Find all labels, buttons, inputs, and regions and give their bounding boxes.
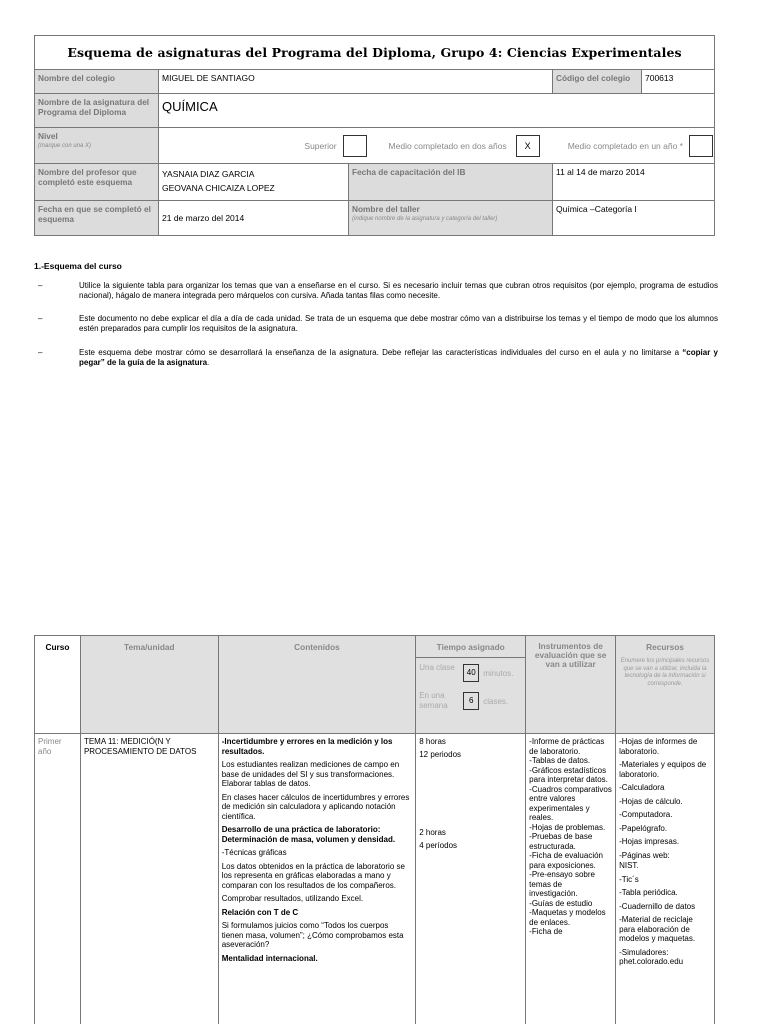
recurso-item: -Simuladores: phet.colorado.edu [619,947,684,966]
recurso-item: -Material de reciclaje para elaboración de modelos y maquetas. [619,915,696,943]
contenido-paragraph: Mentalidad internacional. [221,953,318,963]
bullet-text: Este documento no debe explicar el día a día de cada unidad. Se trata de un esquema que debe mostrar cómo van a distribuirse los temas y el tiempo de modo que los alumnos estén preparados para cumplir los requisitos de la asignatura. [79,314,718,333]
row-tiempo [416,734,526,1024]
level-medio-dos-label: Medio completado en dos años [388,140,507,151]
tiempo-semana-row [419,690,522,712]
recurso-item: NIST. [619,861,639,870]
bullet-dash: – [38,281,43,290]
school-value: MIGUEL DE SANTIAGO [159,70,553,94]
recurso-item: -Hojas de informes de laboratorio. [619,737,698,756]
tiempo-clase-row [419,662,522,684]
instruction-bullet-3 [38,348,718,368]
minutos-input[interactable]: 40 [463,664,479,682]
clases-label: clases. [483,696,509,706]
bullet-dash: – [38,348,43,357]
recurso-item: -Papelógrafo. [619,823,668,833]
recurso-item: -Hojas impresas. [619,837,680,846]
level-superior-checkbox[interactable] [343,135,367,157]
row-curso: Primer año [35,734,81,1024]
contenido-paragraph: Desarrollo de una práctica de laboratorio: Determinación de masa, volumen y densidad. [221,825,396,844]
bullet3-emphasis: “copiar y pegar” de la guía de la asignatura [79,348,718,367]
bullet-text [79,348,718,368]
tiempo-title: Tiempo asignado [416,636,525,658]
contenido-paragraph: -Incertidumbre y errores en la medición y los resultados. [221,737,393,756]
subject-label: Nombre de la asignatura del Programa del Diploma [35,94,159,128]
teacher-1: YASNAIA DIAZ GARCIA [162,169,255,179]
recurso-item: -Cuadernillo de datos [619,901,696,911]
recurso-item: -Tic´s [619,874,639,884]
workshop-hint: (indique nombre de la asignatura y categoría del taller) [352,216,498,222]
teacher-label: Nombre del profesor que completó este esquema [35,164,159,201]
contenido-paragraph: Los datos obtenidos en la práctica de laboratorio se los representa en gráficas elaboradas a mano y comparan con los resultados de los compañeros. [221,861,405,890]
workshop-value: Química –Categoría I [553,201,715,236]
contenido-paragraph: Comprobar resultados, utilizando Excel. [221,894,364,903]
tiempo-2b: 4 períodos [419,841,458,850]
recurso-item: -Computadora. [619,810,673,819]
level-label: Nivel [38,131,58,141]
contenido-paragraph: Relación con T de C [221,907,299,917]
col-header-recursos-cell [616,636,715,734]
table-row [35,734,715,1024]
col-header-tema: Tema/unidad [80,636,218,734]
level-options [159,128,715,164]
course-table [34,635,715,1024]
minutos-label: minutos. [483,668,514,678]
level-medio-uno-label: Medio completado en un año * [567,140,683,151]
recurso-item: -Páginas web: [619,850,670,860]
col-header-recursos: Recursos [646,642,684,652]
workshop-label-cell [349,201,553,236]
bullet3-part-c: . [207,358,210,367]
instruction-bullet-1 [38,281,718,301]
bullet-text: Utilice la siguiente tabla para organizar los temas que van a enseñarse en el curso. Si es necesario incluir temas que cubran otros requisitos (por ejemplo, programa de estudios nacional), hágalo de manera integrada pero márquelos con cursiva. Añada tantas filas como necesite. [79,281,718,300]
col-header-contenidos: Contenidos [218,636,416,734]
row-tema: TEMA 11: MEDICIÓ(N Y PROCESAMIENTO DE DATOS [80,734,218,1024]
training-value: 11 al 14 de marzo 2014 [553,164,715,201]
bullet-dash: – [38,314,43,323]
level-superior-label: Superior [304,140,337,151]
recurso-item: -Calculadora [619,783,665,792]
code-label: Código del colegio [553,70,642,94]
header-table [34,35,715,236]
col-header-instrumentos: Instrumentos de evaluación que se van a utilizar [526,636,616,734]
tiempo-semana-label: En una semana [419,691,448,710]
training-label: Fecha de capacitación del IB [349,164,553,201]
date-label: Fecha en que se completó el esquema [35,201,159,236]
code-value: 700613 [642,70,715,94]
tiempo-una-clase-label: Una clase [419,663,455,672]
date-value: 21 de marzo del 2014 [159,201,349,236]
section-title: 1.-Esquema del curso [34,261,122,271]
level-hint: (marque con una X) [38,143,92,149]
contenido-paragraph: Si formulamos juicios como “Todos los cuerpos tienen masa, volumen”; ¿Cómo comprobamos esta aseveración? [221,921,404,949]
teacher-2: GEOVANA CHICAIZA LOPEZ [162,183,275,193]
school-label: Nombre del colegio [35,70,159,94]
contenido-paragraph: Los estudiantes realizan mediciones de campo en base de unidades del SI y sus transformaciones. Elaborar tablas de datos. [221,760,400,788]
workshop-label: Nombre del taller [352,204,420,214]
row-recursos [616,734,715,1024]
teacher-values [159,164,349,201]
tiempo-2a: 2 horas [419,828,446,837]
contenido-paragraph: -Técnicas gráficas [221,848,287,857]
subject-value: QUÍMICA [159,94,715,128]
document-title: Esquema de asignaturas del Programa del Diploma, Grupo 4: Ciencias Experimentales [35,36,715,70]
row-contenidos [218,734,416,1024]
tiempo-1a: 8 horas [419,737,446,746]
col-header-curso: Curso [35,636,81,734]
level-medio-uno-checkbox[interactable] [689,135,713,157]
bullet3-part-a: Este esquema debe mostrar cómo se desarrollará la enseñanza de la asignatura. Debe reflejar las características individuales del curso en el aula y no limitarse a [79,348,683,357]
tiempo-1b: 12 periodos [419,750,462,759]
col-header-tiempo [416,636,526,734]
recurso-item: -Hojas de cálculo. [619,796,683,806]
recurso-item: -Materiales y equipos de laboratorio. [619,760,707,779]
clases-input[interactable]: 6 [463,692,479,710]
instruction-bullet-2 [38,314,718,334]
recurso-item: -Tabla periódica. [619,888,678,897]
row-instrumentos: -Informe de prácticas de laboratorio. -Tablas de datos. -Gráficos estadísticos para interpretar datos. -Cuadros comparativos entre valores experimentales y reales. -Hojas de problemas. -Pruebas de base estructurada. -Ficha de evaluación para exposiciones. -Pre-ensayo sobre temas de investigación. -Guías de estudio -Maquetas y modelos de enlaces. -Ficha de [526,734,616,1024]
level-medio-dos-checkbox[interactable]: X [516,135,540,157]
contenido-paragraph: En clases hacer cálculos de incertidumbres y errores de medición sin calculadora y aplicando notación científica. [221,792,410,821]
recursos-hint: Enumere los principales recursos que se van a utilizar, incluida la tecnología de la información si corresponde. [620,658,710,687]
level-label-cell [35,128,159,164]
